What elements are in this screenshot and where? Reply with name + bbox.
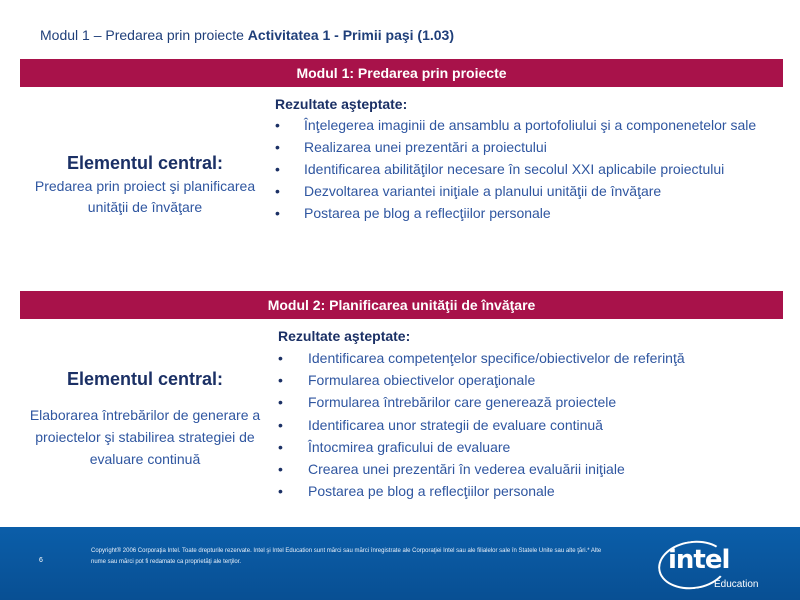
intel-education-logo [652,537,767,597]
list-item: • Identificarea unor strategii de evaluare continuă [278,414,685,436]
slide-title [40,27,454,43]
copyright-notice: Copyright® 2006 Corporaţia Intel. Toate drepturile rezervate. Intel şi Intel Education sunt mărci sau mărci înregistrate ale Corporaţiei Intel sau ale filialelor sale în Statele Unite sau alte ţări.* Alte nume sau mărci pot fi redamate ca proprietăţi ale terţilor. [91,548,602,565]
module2-results-list [278,347,685,502]
bullet-icon: • [278,461,283,478]
bullet-icon: • [275,117,280,133]
module2-band [20,291,783,319]
page-number: 6 [39,557,43,564]
list-item: • Dezvoltarea variantei iniţiale a planului unităţii de învăţare [275,180,756,202]
list-item: • Întocmirea graficului de evaluare [278,436,685,458]
module2-band-label: Modul 2: Planificarea unităţii de învăţare [267,297,536,313]
module1-central [20,153,270,218]
module1-band [20,59,783,87]
module2-results-heading: Rezultate aşteptate: [278,328,411,344]
module1-results [275,94,756,224]
module1-central-heading: Elementul central: [66,153,224,173]
list-item: • Identificarea abilităţilor necesare în secolul XXI aplicabile proiectului [275,158,756,180]
bullet-icon: • [278,372,283,389]
list-item: • Crearea unei prezentări în vederea evaluării iniţiale [278,458,685,480]
module2-central-desc: Elaborarea întrebărilor de generare a proiectelor şi stabilirea strategiei de evaluare continuă [29,407,261,467]
list-item: • Formularea obiectivelor operaţionale [278,369,685,391]
title-prefix: Modul 1 – Predarea prin proiecte [40,27,248,43]
list-item: • Identificarea competenţelor specifice/obiectivelor de referinţă [278,347,685,369]
title-activity: Activitatea 1 - Primii paşi (1.03) [247,27,454,43]
module2-central [20,369,270,470]
list-item: • Realizarea unei prezentări a proiectului [275,136,756,158]
bullet-icon: • [278,416,283,433]
list-item: • Postarea pe blog a reflecţiilor personale [278,480,685,502]
module1-central-desc: Predarea prin proiect şi planificarea unităţii de învăţare [34,178,256,215]
bullet-icon: • [278,483,283,500]
module1-band-label: Modul 1: Predarea prin proiecte [296,65,507,81]
logo-subtitle: Education [714,579,759,590]
bullet-icon: • [278,438,283,455]
bullet-icon: • [275,205,280,221]
footer-bar [0,527,800,600]
bullet-icon: • [275,139,280,155]
bullet-icon: • [275,183,280,199]
list-item: • Postarea pe blog a reflecţiilor personale [275,202,756,224]
bullet-icon: • [275,161,280,177]
module1-results-heading: Rezultate aşteptate: [275,96,408,112]
module2-central-heading: Elementul central: [66,369,224,389]
module1-results-list [275,114,756,224]
bullet-icon: • [278,394,283,411]
logo-wordmark: intel [668,545,730,575]
list-item: • Înţelegerea imaginii de ansamblu a portofoliului şi a componenetelor sale [275,114,756,136]
list-item: • Formularea întrebărilor care generează proiectele [278,391,685,413]
module2-results [278,325,685,502]
bullet-icon: • [278,350,283,366]
